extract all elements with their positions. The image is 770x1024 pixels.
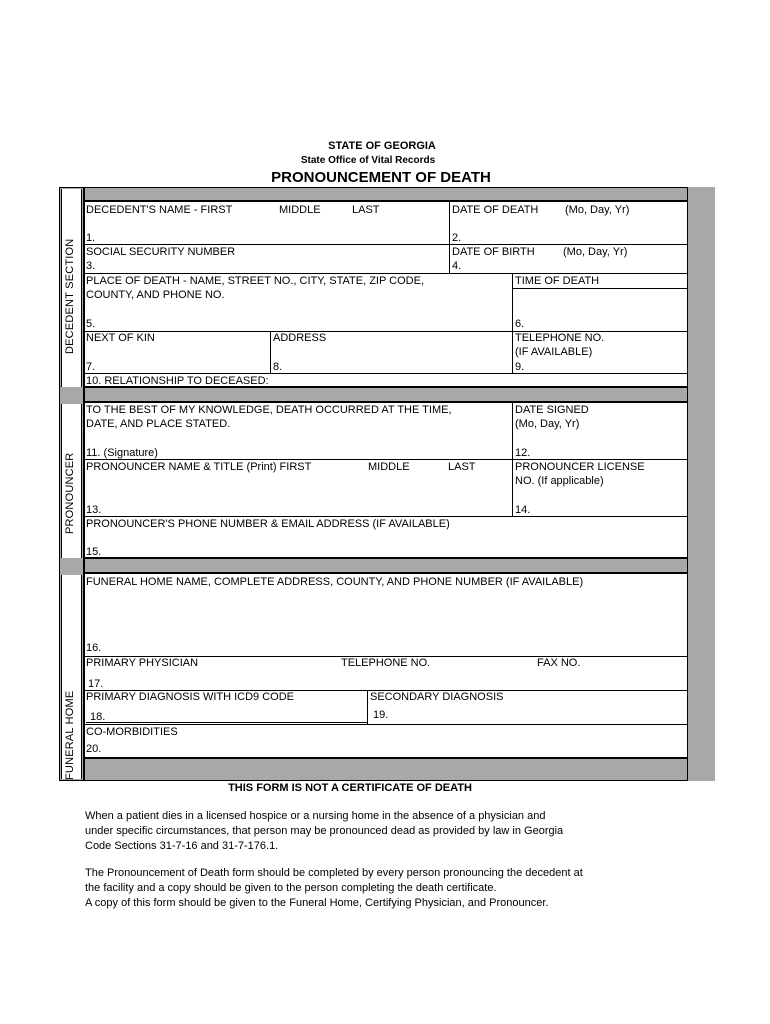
field-number-13: 13. <box>86 504 102 516</box>
field-number-6: 6. <box>515 318 525 330</box>
field-number-4: 4. <box>452 260 462 272</box>
col-divider <box>270 331 271 373</box>
date-of-birth-format: (Mo, Day, Yr) <box>563 246 628 258</box>
knowledge-statement: TO THE BEST OF MY KNOWLEDGE, DEATH OCCURRED AT THE TIME, <box>86 404 452 416</box>
field-number-14: 14. <box>515 504 531 516</box>
place-of-death-label: PLACE OF DEATH - NAME, STREET NO., CITY, STATE, ZIP CODE, <box>86 275 424 287</box>
field-number-20: 20. <box>86 743 102 755</box>
row-divider <box>84 459 688 460</box>
kin-telephone-note: (IF AVAILABLE) <box>515 346 593 358</box>
field-number-8: 8. <box>273 361 283 373</box>
secondary-diagnosis-label: SECONDARY DIAGNOSIS <box>370 691 504 703</box>
bottom-band <box>84 758 688 781</box>
field-number-2: 2. <box>452 232 462 244</box>
field-number-19: 19. <box>373 709 389 721</box>
pronouncer-license-note: NO. (If applicable) <box>515 475 604 487</box>
col-divider <box>449 201 450 273</box>
time-of-death-label: TIME OF DEATH <box>515 275 600 287</box>
funeral-home-section-label: FUNERAL HOME <box>64 690 76 780</box>
pronouncer-name-label: PRONOUNCER NAME & TITLE (Print) FIRST <box>86 461 312 473</box>
relationship-label: 10. RELATIONSHIP TO DECEASED: <box>86 375 269 387</box>
pronouncer-phone-label: PRONOUNCER'S PHONE NUMBER & EMAIL ADDRESS (IF AVAILABLE) <box>86 518 450 530</box>
address-label: ADDRESS <box>273 332 327 344</box>
info-paragraph-1-line-2: under specific circumstances, that person may be pronounced dead as provided by law in Georgia <box>85 825 564 837</box>
field-number-1: 1. <box>86 232 96 244</box>
primary-diagnosis-label: PRIMARY DIAGNOSIS WITH ICD9 CODE <box>86 691 295 703</box>
funeral-home-label: FUNERAL HOME NAME, COMPLETE ADDRESS, COUNTY, AND PHONE NUMBER (IF AVAILABLE) <box>86 576 584 588</box>
kin-telephone-label: TELEPHONE NO. <box>515 332 605 344</box>
pronouncer-license-label: PRONOUNCER LICENSE <box>515 461 645 473</box>
physician-telephone-label: TELEPHONE NO. <box>341 657 431 669</box>
field-number-15: 15. <box>86 546 102 558</box>
comorbidities-label: CO-MORBIDITIES <box>86 726 178 738</box>
row-divider <box>84 273 688 274</box>
row-divider <box>84 373 688 374</box>
field-number-7: 7. <box>86 361 96 373</box>
col-divider <box>512 402 513 516</box>
last-name-label: LAST <box>352 204 380 216</box>
office-heading: State Office of Vital Records <box>300 155 436 166</box>
field-number-17: 17. <box>88 678 104 690</box>
row-divider <box>84 724 688 725</box>
decedent-name-label: DECEDENT'S NAME - FIRST <box>86 204 233 216</box>
date-of-birth-label: DATE OF BIRTH <box>452 246 535 258</box>
info-paragraph-2-line-2: the facility and a copy should be given to the person completing the death certificate. <box>85 882 497 894</box>
date-of-death-format: (Mo, Day, Yr) <box>565 204 630 216</box>
decedent-section-label: DECEDENT SECTION <box>64 238 76 354</box>
row-divider <box>84 244 688 245</box>
info-paragraph-1-line-3: Code Sections 31-7-16 and 31-7-176.1. <box>85 840 279 852</box>
field-number-3: 3. <box>86 260 96 272</box>
decedent-band <box>84 387 688 402</box>
col-divider <box>512 273 513 331</box>
primary-physician-label: PRIMARY PHYSICIAN <box>86 657 199 669</box>
info-paragraph-2-line-1: The Pronouncement of Death form should be completed by every person pronouncing the decedent at <box>85 867 583 879</box>
pronouncer-section-label: PRONOUNCER <box>64 452 76 534</box>
not-certificate-notice: THIS FORM IS NOT A CERTIFICATE OF DEATH <box>228 782 472 794</box>
pronouncer-band <box>84 558 688 573</box>
page-title: PRONOUNCEMENT OF DEATH <box>271 169 491 186</box>
col-divider <box>512 331 513 373</box>
state-heading: STATE OF GEORGIA <box>328 140 436 152</box>
date-signed-format: (Mo, Day, Yr) <box>515 418 580 430</box>
place-of-death-label-2: COUNTY, AND PHONE NO. <box>86 289 225 301</box>
date-of-death-label: DATE OF DEATH <box>452 204 539 216</box>
middle-name-label: MIDDLE <box>279 204 321 216</box>
ssn-label: SOCIAL SECURITY NUMBER <box>86 246 236 258</box>
field-number-9: 9. <box>515 361 525 373</box>
row-divider <box>84 516 688 517</box>
info-paragraph-2-line-3: A copy of this form should be given to the Funeral Home, Certifying Physician, and Pronouncer. <box>85 897 549 909</box>
field-number-5: 5. <box>86 318 96 330</box>
date-signed-label: DATE SIGNED <box>515 404 589 416</box>
field-number-18: 18. <box>90 711 106 723</box>
field-number-12: 12. <box>515 447 531 459</box>
field-number-16: 16. <box>86 642 102 654</box>
pronouncer-last-label: LAST <box>448 461 476 473</box>
fax-label: FAX NO. <box>537 657 581 669</box>
pronouncer-middle-label: MIDDLE <box>368 461 410 473</box>
signature-label: 11. (Signature) <box>86 447 158 459</box>
form-shadow <box>688 187 715 781</box>
knowledge-statement-2: DATE, AND PLACE STATED. <box>86 418 231 430</box>
next-of-kin-label: NEXT OF KIN <box>86 332 155 344</box>
top-band <box>84 187 688 201</box>
row-divider <box>512 288 688 289</box>
info-paragraph-1-line-1: When a patient dies in a licensed hospice or a nursing home in the absence of a physician and <box>85 810 546 822</box>
